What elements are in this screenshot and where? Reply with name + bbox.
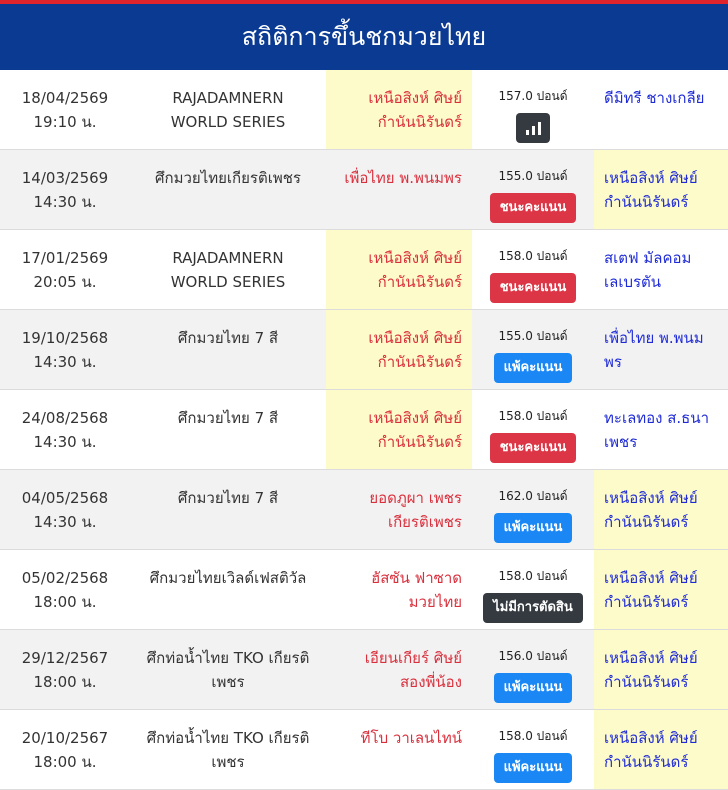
weight-label: 155.0 ปอนด์ bbox=[498, 169, 568, 183]
result-badge: ชนะคะแนน bbox=[490, 193, 577, 223]
red-fighter-line2[interactable]: สองพี่น้อง bbox=[400, 673, 462, 691]
page-header bbox=[0, 4, 728, 70]
fight-time: 18:00 น. bbox=[33, 753, 97, 771]
weight-label: 158.0 ปอนด์ bbox=[498, 249, 568, 263]
page-title: สถิติการขึ้นชกมวยไทย bbox=[241, 22, 487, 51]
event-name-line1: RAJADAMNERN bbox=[172, 249, 284, 267]
red-fighter-line2[interactable]: กำนันนิรันดร์ bbox=[377, 273, 462, 291]
date-cell bbox=[0, 230, 130, 309]
result-cell bbox=[472, 70, 594, 149]
red-corner-cell bbox=[326, 710, 472, 789]
result-badge: ชนะคะแนน bbox=[490, 273, 577, 303]
date-cell bbox=[0, 470, 130, 549]
fight-row bbox=[0, 550, 728, 630]
fight-date: 19/10/2568 bbox=[21, 329, 109, 347]
event-name-line1: RAJADAMNERN bbox=[172, 89, 284, 107]
event-name-line1: ศึกมวยไทย 7 สี bbox=[177, 409, 279, 427]
event-cell bbox=[130, 230, 326, 309]
blue-corner-cell bbox=[594, 70, 728, 149]
stats-button[interactable] bbox=[516, 113, 550, 143]
red-fighter-line1[interactable]: ทีโบ วาเลนไทน์ bbox=[360, 729, 462, 747]
result-cell bbox=[472, 710, 594, 789]
event-name-line1: ศึกมวยไทยเวิลด์เฟสติวัล bbox=[149, 569, 307, 587]
red-corner-cell bbox=[326, 550, 472, 629]
red-fighter-line1[interactable]: ฮัสซัน ฟาซาด bbox=[371, 569, 462, 587]
result-cell bbox=[472, 470, 594, 549]
weight-label: 158.0 ปอนด์ bbox=[498, 729, 568, 743]
result-cell bbox=[472, 630, 594, 709]
weight-label: 158.0 ปอนด์ bbox=[498, 409, 568, 423]
event-name-line2: WORLD SERIES bbox=[170, 113, 286, 131]
date-cell bbox=[0, 390, 130, 469]
blue-fighter-line2[interactable]: กำนันนิรันดร์ bbox=[604, 593, 689, 611]
event-cell bbox=[130, 710, 326, 789]
event-name-line1: ศึกมวยไทยเกียรติเพชร bbox=[155, 169, 301, 187]
blue-corner-cell bbox=[594, 150, 728, 229]
blue-corner-cell bbox=[594, 470, 728, 549]
blue-corner-cell bbox=[594, 230, 728, 309]
blue-corner-cell bbox=[594, 710, 728, 789]
fight-date: 24/08/2568 bbox=[21, 409, 109, 427]
fight-time: 18:00 น. bbox=[33, 673, 97, 691]
fight-history-table bbox=[0, 70, 728, 790]
fight-row bbox=[0, 230, 728, 310]
event-name-line2: เพชร bbox=[211, 673, 245, 691]
result-badge: แพ้คะแนน bbox=[494, 753, 573, 783]
weight-label: 157.0 ปอนด์ bbox=[498, 89, 568, 103]
fight-date: 18/04/2569 bbox=[21, 89, 109, 107]
blue-fighter-line1[interactable]: ดีมิทรี ชางเกลีย bbox=[604, 89, 705, 107]
result-badge: แพ้คะแนน bbox=[494, 513, 573, 543]
event-name-line2: WORLD SERIES bbox=[170, 273, 286, 291]
result-cell bbox=[472, 390, 594, 469]
date-cell bbox=[0, 550, 130, 629]
blue-fighter-line1[interactable]: สเตฟ มัลคอม bbox=[604, 249, 692, 267]
red-fighter-line1[interactable]: เหนือสิงห์ ศิษย์ bbox=[368, 249, 462, 267]
result-badge: ชนะคะแนน bbox=[490, 433, 577, 463]
date-cell bbox=[0, 630, 130, 709]
event-cell bbox=[130, 70, 326, 149]
event-cell bbox=[130, 630, 326, 709]
red-corner-cell bbox=[326, 230, 472, 309]
red-fighter-line1[interactable]: ยอดภูผา เพชร bbox=[369, 489, 462, 507]
red-corner-cell bbox=[326, 630, 472, 709]
event-name-line1: ศึกมวยไทย 7 สี bbox=[177, 489, 279, 507]
blue-fighter-line2[interactable]: เลเบรตัน bbox=[604, 273, 662, 291]
blue-fighter-line1[interactable]: ทะเลทอง ส.ธนา bbox=[604, 409, 710, 427]
blue-corner-cell bbox=[594, 550, 728, 629]
date-cell bbox=[0, 70, 130, 149]
blue-fighter-line2[interactable]: กำนันนิรันดร์ bbox=[604, 753, 689, 771]
fight-date: 29/12/2567 bbox=[21, 649, 109, 667]
red-fighter-line1[interactable]: เหนือสิงห์ ศิษย์ bbox=[368, 89, 462, 107]
red-corner-cell bbox=[326, 470, 472, 549]
result-badge: แพ้คะแนน bbox=[494, 673, 573, 703]
fight-row bbox=[0, 150, 728, 230]
event-cell bbox=[130, 310, 326, 389]
event-cell bbox=[130, 390, 326, 469]
event-cell bbox=[130, 470, 326, 549]
result-cell bbox=[472, 150, 594, 229]
blue-fighter-line2[interactable]: กำนันนิรันดร์ bbox=[604, 193, 689, 211]
blue-fighter-line1[interactable]: เพื่อไทย พ.พนม bbox=[604, 329, 704, 347]
blue-corner-cell bbox=[594, 390, 728, 469]
fight-date: 04/05/2568 bbox=[21, 489, 109, 507]
fight-time: 14:30 น. bbox=[33, 353, 97, 371]
red-fighter-line2[interactable]: มวยไทย bbox=[408, 593, 462, 611]
bar-chart-icon bbox=[526, 130, 529, 135]
fight-date: 17/01/2569 bbox=[21, 249, 109, 267]
weight-label: 155.0 ปอนด์ bbox=[498, 329, 568, 343]
blue-fighter-line2[interactable]: เพชร bbox=[604, 433, 638, 451]
result-cell bbox=[472, 310, 594, 389]
blue-fighter-line1[interactable]: เหนือสิงห์ ศิษย์ bbox=[604, 169, 698, 187]
red-fighter-line2[interactable]: เกียรติเพชร bbox=[387, 513, 462, 531]
fight-row bbox=[0, 630, 728, 710]
blue-corner-cell bbox=[594, 310, 728, 389]
red-corner-cell bbox=[326, 310, 472, 389]
fight-row bbox=[0, 70, 728, 150]
blue-fighter-line2[interactable]: กำนันนิรันดร์ bbox=[604, 513, 689, 531]
red-fighter-line1[interactable]: เพื่อไทย พ.พนมพร bbox=[344, 169, 462, 187]
date-cell bbox=[0, 710, 130, 789]
date-cell bbox=[0, 310, 130, 389]
event-name-line1: ศึกท่อน้ำไทย TKO เกียรติ bbox=[146, 729, 310, 747]
date-cell bbox=[0, 150, 130, 229]
result-cell bbox=[472, 550, 594, 629]
result-badge: ไม่มีการตัดสิน bbox=[483, 593, 583, 623]
red-fighter-line2[interactable]: กำนันนิรันดร์ bbox=[377, 113, 462, 131]
weight-label: 156.0 ปอนด์ bbox=[498, 649, 568, 663]
red-fighter-line1[interactable]: เอียนเกียร์ ศิษย์ bbox=[364, 649, 462, 667]
blue-corner-cell bbox=[594, 630, 728, 709]
red-fighter-line2[interactable]: กำนันนิรันดร์ bbox=[377, 353, 462, 371]
weight-label: 162.0 ปอนด์ bbox=[498, 489, 568, 503]
fight-time: 20:05 น. bbox=[33, 273, 97, 291]
event-cell bbox=[130, 550, 326, 629]
red-fighter-line1[interactable]: เหนือสิงห์ ศิษย์ bbox=[368, 409, 462, 427]
blue-fighter-line2[interactable]: กำนันนิรันดร์ bbox=[604, 673, 689, 691]
weight-label: 158.0 ปอนด์ bbox=[498, 569, 568, 583]
red-corner-cell bbox=[326, 390, 472, 469]
red-fighter-line2[interactable]: กำนันนิรันดร์ bbox=[377, 433, 462, 451]
fight-date: 14/03/2569 bbox=[21, 169, 109, 187]
fight-time: 14:30 น. bbox=[33, 513, 97, 531]
fight-time: 14:30 น. bbox=[33, 433, 97, 451]
fight-row bbox=[0, 390, 728, 470]
event-name-line1: ศึกท่อน้ำไทย TKO เกียรติ bbox=[146, 649, 310, 667]
fight-time: 19:10 น. bbox=[33, 113, 97, 131]
event-name-line2: เพชร bbox=[211, 753, 245, 771]
red-corner-cell bbox=[326, 150, 472, 229]
fight-row bbox=[0, 310, 728, 390]
blue-fighter-line2[interactable]: พร bbox=[604, 353, 622, 371]
blue-fighter-line1[interactable]: เหนือสิงห์ ศิษย์ bbox=[604, 489, 698, 507]
blue-fighter-line1[interactable]: เหนือสิงห์ ศิษย์ bbox=[604, 649, 698, 667]
fight-time: 14:30 น. bbox=[33, 193, 97, 211]
event-cell bbox=[130, 150, 326, 229]
fight-date: 20/10/2567 bbox=[21, 729, 109, 747]
red-fighter-line1[interactable]: เหนือสิงห์ ศิษย์ bbox=[368, 329, 462, 347]
result-cell bbox=[472, 230, 594, 309]
blue-fighter-line1[interactable]: เหนือสิงห์ ศิษย์ bbox=[604, 569, 698, 587]
blue-fighter-line1[interactable]: เหนือสิงห์ ศิษย์ bbox=[604, 729, 698, 747]
fight-row bbox=[0, 470, 728, 550]
fight-row bbox=[0, 710, 728, 790]
red-corner-cell bbox=[326, 70, 472, 149]
event-name-line1: ศึกมวยไทย 7 สี bbox=[177, 329, 279, 347]
fight-date: 05/02/2568 bbox=[21, 569, 109, 587]
result-badge: แพ้คะแนน bbox=[494, 353, 573, 383]
fight-time: 18:00 น. bbox=[33, 593, 97, 611]
